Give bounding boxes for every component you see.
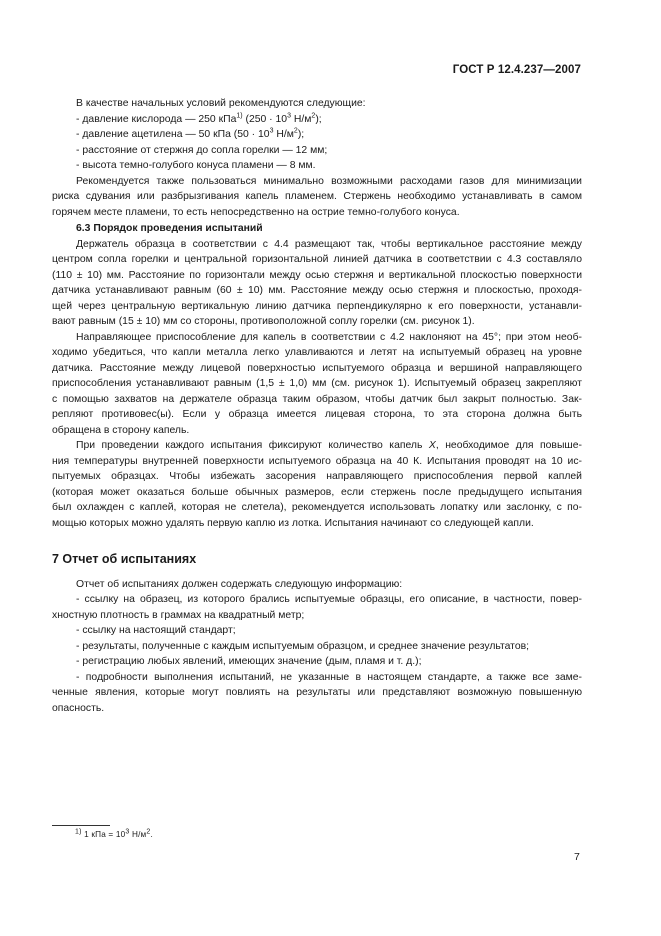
- paragraph-line: приспособления устанавливают равным (1,5 ± 1,0) мм (см. рисунок 1). Испытуемый образец закрепляют: [52, 378, 582, 389]
- paragraph-line: центром сопла горелки и центральной горизонтальной линией датчика в соответствии с 4.3 составляло: [52, 254, 582, 265]
- section-7-heading: 7 Отчет об испытаниях: [52, 552, 197, 566]
- paragraph-line: горячем месте пламени, то есть непосредственно на острие темно-голубого конуса.: [52, 206, 460, 218]
- paragraph-line: Рекомендуется также пользоваться минимально возможными расходами газов для минимизации: [76, 175, 582, 187]
- paragraph-line: вают равным (15 ± 10) мм со стороны, противоположной соплу горелки (см. рисунок 1).: [52, 316, 475, 327]
- section-7-lead: Отчет об испытаниях должен содержать следующую информацию:: [76, 578, 403, 590]
- list-item: - подробности выполнения испытаний, не указанные в настоящем стандарте, а также все заме-: [76, 671, 582, 683]
- paragraph-line: Держатель образца в соответствии с 4.4 размещают так, чтобы вертикальное расстояние между: [76, 238, 582, 250]
- paragraph-line: пытуемых образцах. Чтобы избежать засорения направляющего приспособления первой каплей: [52, 471, 582, 482]
- paragraph-line: обращена в сторону капель.: [52, 424, 190, 436]
- paragraph-line: мощью которых можно удалять первую каплю из лотка. Испытания начинают со следующей капли.: [52, 517, 534, 529]
- page-content: [52, 96, 582, 716]
- paragraph-line: При проведении каждого испытания фиксируют количество капель Х, необходимое для повыше-: [76, 440, 582, 451]
- paragraph-line: ходимо убедиться, что капли металла легко улавливаются и летят на испытуемый образец на уровне: [52, 347, 582, 358]
- list-item: - регистрацию любых явлений, имеющих значение (дым, пламя и т. д.);: [76, 656, 422, 667]
- list-item: - ссылку на настоящий стандарт;: [76, 625, 236, 636]
- list-item: - высота темно-голубого конуса пламени — 8 мм.: [76, 160, 316, 171]
- paragraph-line: был охлажден с каплей, которая не слетела), рекомендуется использовать лопатку или заслонку, с по-: [52, 502, 582, 513]
- standard-header: ГОСТ Р 12.4.237—2007: [452, 64, 581, 76]
- intro-lead: В качестве начальных условий рекомендуются следующие:: [76, 98, 366, 109]
- paragraph-line: Направляющее приспособление для капель в соответствии с 4.2 наклоняют на 45°; при этом необ-: [76, 331, 582, 343]
- paragraph-line: риска сдувания или разбрызгивания капель пламенем. Стержень необходимо устанавливать в самом: [52, 191, 582, 202]
- paragraph-line: датчика устанавливают равным (60 ± 10) мм. Расстояние между осью стержня и плоскостью, проходя-: [52, 285, 582, 296]
- list-item: ченные явления, которые могут повлиять на результаты или представляют возможную повышенную: [52, 687, 582, 698]
- list-item: опасность.: [52, 702, 105, 714]
- paragraph-line: с помощью захватов на держателе образца таким образом, чтобы датчик был закрыт полностью. Зак-: [52, 393, 582, 405]
- footnote-rule: [52, 825, 110, 826]
- paragraph-line: (110 ± 10) мм. Расстояние по горизонтали между осью стержня и вертикальной плоскостью поверхности: [52, 269, 582, 281]
- list-item: - давление кислорода — 250 кПа$^{1)}$ ($250 \cdot 10^3$ $Н/м^2$);: [76, 112, 322, 125]
- page-number: 7: [574, 851, 580, 863]
- paragraph-line: репляют противовес(ы). Если у образца имеется лицевая сторона, то эта сторона должна быть: [52, 409, 582, 420]
- paragraph-line: датчика. Расстояние между лицевой поверхностью испытуемого образца и вершиной направляющего: [52, 362, 582, 374]
- paragraph-line: (которая может оказаться больше обычных размеров, если стержень после предыдущего испытания: [52, 486, 582, 498]
- list-item: - давление ацетилена — 50 кПа ($50 \cdot 10^3$ $Н/м^2$);: [76, 127, 305, 140]
- paragraph-line: щей через центральную вертикальную линию датчика перпендикулярно к его поверхности, устанавли-: [52, 300, 582, 312]
- footnote: $^{1)}$ 1 кПа = $10^3$ $Н/м^2$.: [75, 828, 153, 839]
- list-item: - ссылку на образец, из которого брались испытуемые образцы, его описание, в частности, повер-: [76, 594, 582, 605]
- list-item: - результаты, полученные с каждым испытуемым образцом, и среднее значение результатов;: [76, 640, 530, 652]
- list-item: - расстояние от стержня до сопла горелки — 12 мм;: [76, 144, 328, 156]
- list-item: хностную плотность в граммах на квадратный метр;: [52, 609, 305, 621]
- paragraph-line: ния температуры внутренней поверхности испытуемого образца на 40 К. Испытания проводят на 10 ис-: [52, 455, 582, 467]
- section-6-3-heading: 6.3 Порядок проведения испытаний: [76, 223, 263, 234]
